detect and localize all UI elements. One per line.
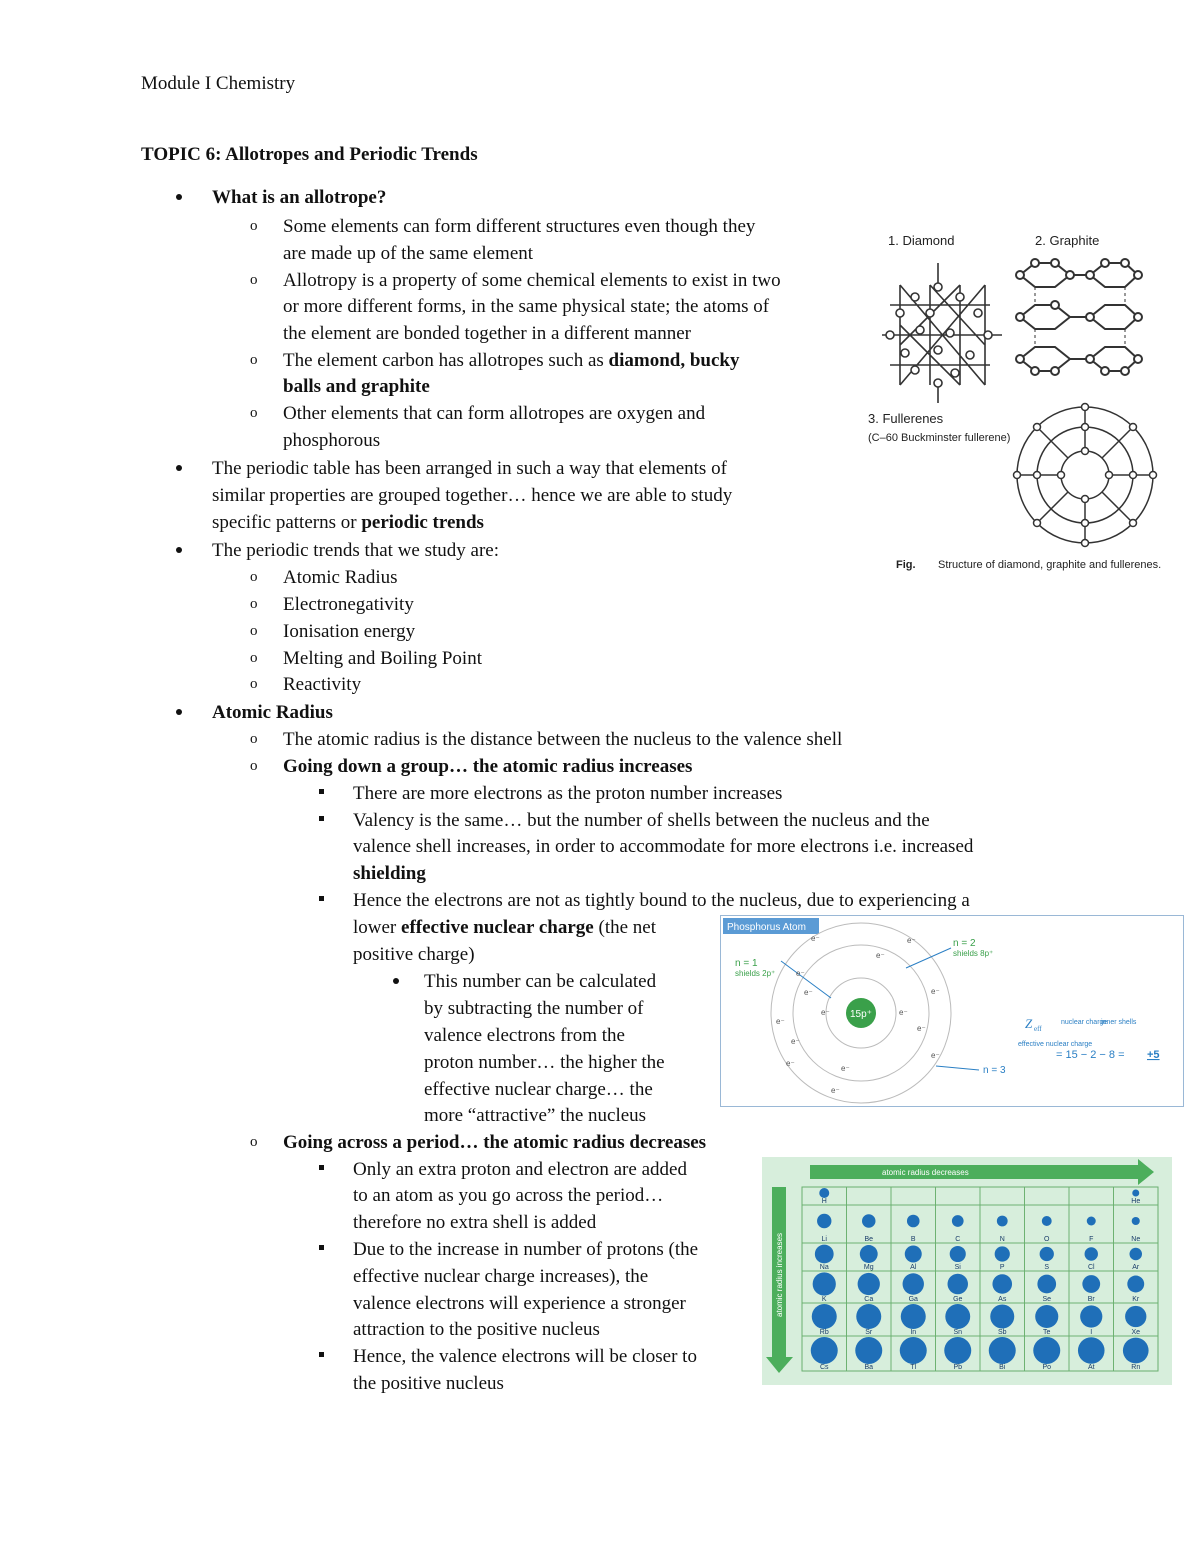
electron-label: e⁻ bbox=[841, 1064, 850, 1073]
element-symbol: H bbox=[821, 1198, 827, 1205]
atom-circle bbox=[1132, 1190, 1139, 1197]
text-line: shielding bbox=[353, 863, 426, 884]
bullet bbox=[176, 465, 182, 471]
atom-circle bbox=[1040, 1247, 1054, 1261]
electron-label: e⁻ bbox=[876, 951, 885, 960]
atom-circle bbox=[812, 1304, 837, 1329]
text-line: Only an extra proton and electron are added bbox=[353, 1159, 687, 1180]
atom-circle bbox=[903, 1273, 924, 1294]
text-line: Other elements that can form allotropes are oxygen and bbox=[283, 403, 706, 424]
text-line: to an atom as you go across the period… bbox=[353, 1185, 664, 1206]
element-symbol: F bbox=[1089, 1236, 1094, 1243]
text-line: This number can be calculated bbox=[424, 971, 657, 992]
element-symbol: P bbox=[999, 1264, 1005, 1271]
element-symbol: Ga bbox=[908, 1296, 918, 1303]
element-symbol: Na bbox=[819, 1264, 829, 1271]
atom-circle bbox=[1123, 1338, 1149, 1364]
atom-circle bbox=[1037, 1275, 1056, 1294]
electron-label: e⁻ bbox=[796, 969, 805, 978]
atom-circle bbox=[817, 1214, 831, 1228]
text-line: The periodic table has been arranged in such a way that elements of bbox=[212, 458, 727, 479]
element-symbol: I bbox=[1090, 1329, 1093, 1336]
text-line: The element carbon has allotropes such as diamond, bucky bbox=[283, 350, 740, 371]
atomic-radius-table-figure bbox=[762, 1157, 1172, 1385]
text-line: effective nuclear charge increases), the bbox=[353, 1266, 649, 1287]
sub-bullet: o bbox=[250, 731, 258, 747]
text-line: phosphorous bbox=[283, 430, 381, 451]
table-cell bbox=[847, 1187, 892, 1205]
fig-label: Fig. bbox=[896, 559, 916, 571]
atom-circle bbox=[948, 1274, 969, 1295]
bullet bbox=[176, 194, 182, 200]
text-line: Allotropy is a property of some chemical elements to exist in two bbox=[283, 270, 781, 291]
top-arrow-label: atomic radius decreases bbox=[882, 1168, 969, 1177]
module-header: Module I Chemistry bbox=[141, 73, 296, 94]
element-symbol: Ba bbox=[864, 1364, 874, 1371]
atom-circle bbox=[856, 1304, 881, 1329]
element-symbol: K bbox=[821, 1296, 827, 1303]
allotrope-figure bbox=[860, 225, 1180, 575]
element-symbol: Xe bbox=[1131, 1329, 1141, 1336]
text-line: are made up of the same element bbox=[283, 243, 534, 264]
text-line: Hence, the valence electrons will be closer to bbox=[353, 1346, 697, 1367]
text-line: Some elements can form different structures even though they bbox=[283, 216, 756, 237]
text-line: by subtracting the number of bbox=[424, 998, 644, 1019]
graphite-structure bbox=[1016, 259, 1142, 375]
table-cell bbox=[936, 1187, 981, 1205]
electron-label: e⁻ bbox=[791, 1037, 800, 1046]
element-symbol: As bbox=[998, 1296, 1007, 1303]
n1-label: n = 1 bbox=[735, 958, 758, 969]
sub-bullet: o bbox=[250, 569, 258, 585]
electron-label: e⁻ bbox=[931, 1051, 940, 1060]
n1-shield-label: shields 2p⁺ bbox=[735, 969, 776, 978]
sub-bullet: o bbox=[250, 405, 258, 421]
electron-label: e⁻ bbox=[811, 934, 820, 943]
text-line: more “attractive” the nucleus bbox=[424, 1105, 647, 1126]
element-symbol: Ne bbox=[1131, 1236, 1141, 1243]
element-symbol: Al bbox=[910, 1264, 917, 1271]
electron-label: e⁻ bbox=[821, 1008, 830, 1017]
electron-label: e⁻ bbox=[917, 1024, 926, 1033]
atom-circle bbox=[858, 1273, 880, 1295]
diamond-structure bbox=[882, 263, 1002, 403]
bullet bbox=[176, 709, 182, 715]
atom-circle bbox=[905, 1246, 922, 1263]
element-symbol: He bbox=[1131, 1198, 1141, 1205]
buckminster-label: (C–60 Buckminster fullerene) bbox=[868, 432, 1011, 444]
text-line: positive charge) bbox=[353, 944, 475, 965]
element-symbol: Te bbox=[1043, 1329, 1051, 1336]
text-line: the element are bonded together in a different manner bbox=[283, 323, 691, 344]
element-symbol: Si bbox=[954, 1264, 961, 1271]
element-symbol: Cs bbox=[819, 1364, 829, 1371]
element-symbol: Tl bbox=[910, 1364, 917, 1371]
atom-circle bbox=[1078, 1337, 1105, 1364]
element-symbol: At bbox=[1087, 1364, 1095, 1371]
table-cell bbox=[980, 1187, 1025, 1205]
atom-circle bbox=[1033, 1337, 1060, 1364]
element-symbol: Sn bbox=[953, 1329, 963, 1336]
phosphorus-figure-svg bbox=[721, 916, 1183, 1106]
text-line: lower effective nuclear charge (the net bbox=[353, 917, 657, 938]
element-symbol: Rn bbox=[1131, 1364, 1141, 1371]
n3-label: n = 3 bbox=[983, 1065, 1006, 1076]
trend-item: Atomic Radius bbox=[283, 567, 398, 588]
n2-shield-label: shields 8p⁺ bbox=[953, 949, 994, 958]
sub-bullet: o bbox=[250, 218, 258, 234]
atom-circle bbox=[992, 1274, 1012, 1294]
element-symbol: Rb bbox=[819, 1329, 829, 1336]
text-line: similar properties are grouped together… hence we are able to study bbox=[212, 485, 733, 506]
electron-label: e⁻ bbox=[907, 936, 916, 945]
atom-circle bbox=[989, 1337, 1016, 1364]
text-line: Hence the electrons are not as tightly bound to the nucleus, due to experiencing a bbox=[353, 890, 970, 911]
element-symbol: Ar bbox=[1132, 1264, 1140, 1271]
element-symbol: Ge bbox=[953, 1296, 963, 1303]
topic-title: TOPIC 6: Allotropes and Periodic Trends bbox=[141, 144, 478, 165]
text-line: valence electrons from the bbox=[424, 1025, 625, 1046]
atom-circle bbox=[819, 1188, 829, 1198]
sub-bullet: o bbox=[250, 596, 258, 612]
trend-item: Reactivity bbox=[283, 674, 362, 695]
graphite-label: 2. Graphite bbox=[1035, 233, 1100, 248]
table-cell bbox=[1069, 1187, 1114, 1205]
trend-item: Ionisation energy bbox=[283, 621, 416, 642]
atom-circle bbox=[860, 1245, 878, 1263]
allotrope-heading: What is an allotrope? bbox=[212, 187, 387, 208]
text-line: valence electrons will experience a stronger bbox=[353, 1293, 686, 1314]
element-symbol: O bbox=[1044, 1236, 1050, 1243]
text-line: the positive nucleus bbox=[353, 1373, 504, 1394]
element-symbol: Se bbox=[1042, 1296, 1052, 1303]
text-line: balls and graphite bbox=[283, 376, 430, 397]
atom-circle bbox=[997, 1216, 1008, 1227]
atom-circle bbox=[855, 1337, 882, 1364]
atom-circle bbox=[1035, 1305, 1058, 1328]
text-line: There are more electrons as the proton number increases bbox=[353, 783, 783, 804]
sub-bullet: o bbox=[250, 272, 258, 288]
atom-circle bbox=[1082, 1275, 1100, 1293]
square-bullet bbox=[319, 789, 324, 794]
atom-circle bbox=[995, 1246, 1010, 1261]
element-symbol: Sr bbox=[865, 1329, 873, 1336]
text-line: or more different forms, in the same physical state; the atoms of bbox=[283, 296, 770, 317]
electron-label: e⁻ bbox=[899, 1008, 908, 1017]
equation-result: +5 bbox=[1147, 1049, 1160, 1061]
z-subscript: eff bbox=[1034, 1025, 1042, 1033]
fig-caption: Structure of diamond, graphite and fullerenes. bbox=[938, 559, 1162, 571]
electron-label: e⁻ bbox=[776, 1017, 785, 1026]
inner-shells-label: inner shells bbox=[1101, 1019, 1137, 1026]
square-bullet bbox=[319, 896, 324, 901]
element-symbol: Li bbox=[821, 1236, 827, 1243]
electron-label: e⁻ bbox=[804, 988, 813, 997]
phosphorus-figure bbox=[720, 915, 1184, 1107]
text-line: Due to the increase in number of protons (the bbox=[353, 1239, 699, 1260]
text-line: The atomic radius is the distance between the nucleus to the valence shell bbox=[283, 729, 843, 750]
sub-bullet: o bbox=[250, 758, 258, 774]
nuclear-charge-label: nuclear charge bbox=[1061, 1019, 1108, 1026]
atom-circle bbox=[950, 1246, 966, 1262]
fullerene-structure bbox=[1014, 404, 1157, 547]
element-symbol: Sb bbox=[997, 1329, 1007, 1336]
element-symbol: Br bbox=[1087, 1296, 1095, 1303]
text-line: effective nuclear charge… the bbox=[424, 1079, 653, 1100]
electron-label: e⁻ bbox=[831, 1086, 840, 1095]
across-heading: Going across a period… the atomic radius decreases bbox=[283, 1132, 707, 1153]
radius-heading: Atomic Radius bbox=[212, 702, 333, 723]
nucleus-label: 15p⁺ bbox=[850, 1009, 872, 1020]
text-line: Valency is the same… but the number of shells between the nucleus and the bbox=[353, 810, 930, 831]
bullet bbox=[176, 547, 182, 553]
text-line: valence shell increases, in order to accommodate for more electrons i.e. increased bbox=[353, 836, 974, 857]
effective-charge-label: effective nuclear charge bbox=[1018, 1041, 1093, 1048]
side-arrow-label: atomic radius increases bbox=[775, 1232, 784, 1317]
sub-bullet: o bbox=[250, 1134, 258, 1150]
atom-circle bbox=[990, 1305, 1014, 1329]
element-symbol: Pb bbox=[953, 1364, 963, 1371]
element-symbol: N bbox=[999, 1236, 1005, 1243]
element-symbol: Ca bbox=[864, 1296, 874, 1303]
atom-circle bbox=[901, 1304, 926, 1329]
square-bullet bbox=[319, 1245, 324, 1250]
atom-circle bbox=[945, 1304, 970, 1329]
z-symbol: Z bbox=[1025, 1016, 1033, 1031]
text-line: proton number… the higher the bbox=[424, 1052, 665, 1073]
table-cell bbox=[891, 1187, 936, 1205]
down-heading: Going down a group… the atomic radius increases bbox=[283, 756, 693, 777]
diamond-label: 1. Diamond bbox=[888, 233, 955, 248]
sub-bullet: o bbox=[250, 650, 258, 666]
sub-bullet: o bbox=[250, 352, 258, 368]
atom-circle bbox=[815, 1245, 834, 1264]
atom-circle bbox=[813, 1272, 836, 1295]
atom-circle bbox=[907, 1215, 920, 1228]
trend-item: Electronegativity bbox=[283, 594, 414, 615]
atom-circle bbox=[811, 1337, 838, 1364]
atom-circle bbox=[1085, 1247, 1098, 1260]
text-line: therefore no extra shell is added bbox=[353, 1212, 597, 1233]
atomic-radius-table-svg bbox=[762, 1157, 1172, 1385]
text-line: The periodic trends that we study are: bbox=[212, 540, 500, 561]
atom-circle bbox=[1132, 1217, 1140, 1225]
sub-bullet: o bbox=[250, 623, 258, 639]
trend-item: Melting and Boiling Point bbox=[283, 648, 482, 669]
element-symbol: S bbox=[1044, 1264, 1050, 1271]
atom-circle bbox=[1125, 1306, 1146, 1327]
fullerenes-label: 3. Fullerenes bbox=[868, 411, 944, 426]
atom-circle bbox=[944, 1337, 971, 1364]
sub-bullet: o bbox=[250, 676, 258, 692]
atom-circle bbox=[952, 1215, 964, 1227]
electron-label: e⁻ bbox=[786, 1059, 795, 1068]
element-symbol: Cl bbox=[1087, 1264, 1095, 1271]
n2-label: n = 2 bbox=[953, 938, 976, 949]
table-cell bbox=[1025, 1187, 1070, 1205]
square-bullet bbox=[319, 1165, 324, 1170]
element-symbol: Mg bbox=[863, 1264, 874, 1271]
phosphorus-title: Phosphorus Atom bbox=[727, 922, 806, 933]
atom-circle bbox=[1042, 1216, 1052, 1226]
electron-label: e⁻ bbox=[931, 987, 940, 996]
atom-circle bbox=[1087, 1217, 1096, 1226]
element-symbol: C bbox=[955, 1236, 961, 1243]
bullet bbox=[393, 978, 399, 984]
equation: = 15 − 2 − 8 = bbox=[1056, 1049, 1125, 1061]
atom-circle bbox=[1127, 1276, 1144, 1293]
element-symbol: In bbox=[910, 1329, 917, 1336]
square-bullet bbox=[319, 1352, 324, 1357]
atom-circle bbox=[1080, 1305, 1102, 1327]
square-bullet bbox=[319, 816, 324, 821]
atom-circle bbox=[862, 1214, 876, 1228]
element-symbol: Bi bbox=[999, 1364, 1006, 1371]
text-line: attraction to the positive nucleus bbox=[353, 1319, 600, 1340]
text-line: specific patterns or periodic trends bbox=[212, 512, 484, 533]
atom-circle bbox=[900, 1337, 927, 1364]
element-symbol: Po bbox=[1042, 1364, 1052, 1371]
atom-circle bbox=[1130, 1248, 1143, 1261]
element-symbol: B bbox=[910, 1236, 916, 1243]
element-symbol: Kr bbox=[1132, 1296, 1140, 1303]
element-symbol: Be bbox=[864, 1236, 874, 1243]
allotrope-figure-svg bbox=[860, 225, 1180, 575]
